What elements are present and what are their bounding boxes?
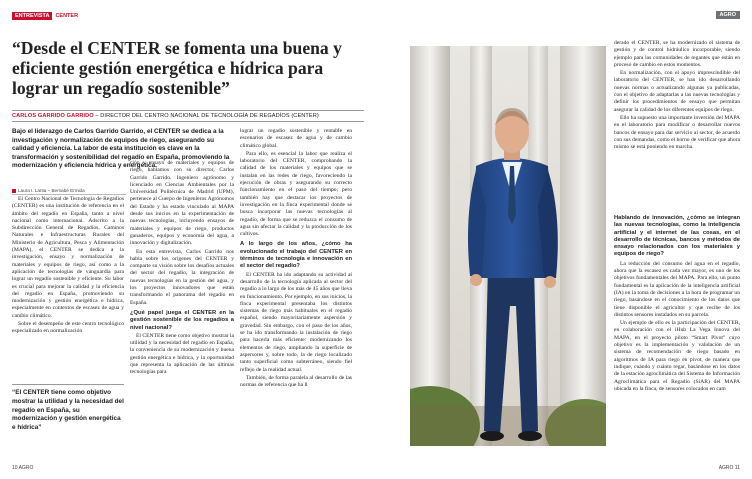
byline-name: CARLOS GARRIDO GARRIDO [12,113,94,119]
headline: “Desde el CENTER se fomenta una buena y eficiente gestión energética e hídrica para lograr un regadío sostenible” [12,38,342,98]
body-paragraph: lograr un regadío sostenible y rentable en escenarios de escasez de agua y de cambio climático global. [240,128,352,149]
right-column-top [614,40,740,207]
body-column-1 [12,196,124,376]
body-column-2 [130,160,234,456]
section-tag [12,11,78,20]
portrait-illustration [410,46,606,446]
pull-quote-text: “El CENTER tiene como objetivo mostrar la utilidad y la necesidad del regadío en España, su modernización y gestión energética e hídrica” [12,389,124,432]
body-paragraph: El CENTER tiene como objetivo mostrar la utilidad y la necesidad del regadío en España, la conveniencia de su modernización y buena gestión energética e hídrica, y la oportunidad que representa la aplicación de las últimas tecnologías para [130,332,234,376]
body-paragraph: La reducción del consumo del agua en el regadío, ahora que la escasez es cada vez mayor, es uno de los objetivos fundamentales del MAPA. Para ello, un punto fundamental es la aplicación de la inteligencia artificial (IA) en la toma de decisiones a la hora de programar un riego, basándose en el conocimiento de los datos que tiene disponible el agricultor y que recibe de los distintos sensores instalados en su parcela. [614,260,740,318]
body-paragraph: Ello ha supuesto una importante inversión del MAPA en el laboratorio para modificar o desarrollar nuevos bancos de ensayo para dar servicio al sector, de acuerdo con sus demandas, como el horno de verificar que ahora mismo se está poniendo en marcha. [614,114,740,151]
body-paragraph: Un ejemplo de ello es la participación del CENTER, en colaboración con el iHub La Vega Innova del MAPA, en el proyecto piloto “Smart Pivot” cuyo objetivo es la implementación y validación de un sistema de recomendación de riego basado en algoritmos de IA para riego en pívot, de manera que indique, cuándo y cuánto regar, basándose en los datos de la estación agroclimática del Sistema de Información Agroclimática para el Regadío (SiAR) del MAPA ubicada en la finca, de sensores colocados en cam [614,320,740,392]
body-paragraph: En normalización, con el apoyo imprescindible del laboratorio del CENTER, se han ido desarrollando nuevas normas o actualizando algunas ya publicadas, con el objetivo de adaptarlas a las nuevas tecnologías y definir los procedimientos de ensayo que permitan asegurar la calidad de los diferentes equipos de riego. [614,70,740,113]
right-column-bottom [614,212,740,460]
folio-left: 10 AGRO [12,465,34,471]
body-paragraph: Sobre el desempeño de este centro tecnológico especializado en normalización [12,321,124,335]
body-paragraph: También, de forma paralela al desarrollo de las normas de referencia que ha ll [240,374,352,389]
folio-right: AGRO 11 [718,465,740,471]
body-paragraph: El Centro Nacional de Tecnología de Regadíos (CENTER) es una institución de referencia en el ámbito del regadío en España, tanto a nivel nacional como internacional. Adscrito a la Subdirección General de Regadíos, Caminos Naturales e Infraestructuras Rurales del Ministerio de Agricultura, Pesca y Alimentación (MAPA), el CENTER se dedica a la investigación, ensayo y normalización de materiales y equipos de riego, así como a la aplicación de tecnologías de vanguardia para lograr un regadío sostenible y eficiente. Su labor es crucial para mejorar la calidad y la eficiencia del regadío en España, promoviendo su modernización y gestión energética e hídrica, especialmente en contextos de escasez de agua y cambio climático. [12,196,124,319]
body-paragraph: derado el CENTER, se ha modernizado el sistema de gestión y de control hidráulico incorporable, siendo ejemplo para las comunidades de regantes que están en proceso de cambio en estos momentos. [614,40,740,68]
body-paragraph: En esta entrevista, Carlos Garrido nos habla sobre los orígenes del CENTER y comparte su visión sobre los desafíos actuales del sector del regadío, la integración de nuevas tecnologías en la gestión del agua, y los proyectos innovadores que están transformando el panorama del regadío en España. [130,248,234,306]
right-page [376,0,752,479]
body-paragraph: Para ello, es esencial la labor que realiza el laboratorio del CENTER, comprobando la calidad de los materiales y equipos que se instalan en las redes de riego, favoreciendo la ejecución de obras y asegurando su correcto funcionamiento en el paso del tiempo; pero también hay que destacar los proyectos de investigación en la finca experimental donde se busca incorporar las nuevas tecnologías al regadío, de forma que se reduzca el consumo de agua sin afectar la calidad y la producción de los cultivos. [240,150,352,238]
byline [12,110,364,122]
interview-question: A lo largo de los años, ¿cómo ha evolucionado el trabajo del CENTER en términos de tecnología e innovación en el sector del regadío? [240,241,352,270]
section-label: ENTREVISTA [12,12,52,20]
right-section-label: AGRO [716,11,741,19]
lead-paragraph: Bajo el liderazgo de Carlos Garrido Garrido, el CENTER se dedica a la investigación y normalización de equipos de riego, asegurando su calidad y eficiencia. La labor de esta institución es clave en la transformación y sostenibilidad del regadío en España, promoviendo la modernización y eficiencia hídrica y energética. [12,128,230,170]
pull-quote [12,384,124,433]
byline-role: – DIRECTOR DEL CENTRO NACIONAL DE TECNOLOGÍA DE REGADÍOS (CENTER) [93,113,319,119]
credits-text: Laura I. Lanta – Bernabé Ermida [18,188,85,193]
credit-square-icon [12,189,16,193]
subsection-label: CENTER [55,12,79,19]
body-column-3 [240,128,352,458]
body-paragraph: El CENTER ha ido adaptando su actividad al desarrollo de la tecnología aplicada al sector del regadío a lo largo de los más de 45 años que lleva en funcionamiento. Por ejemplo, en sus inicios, la finca experimental presentaba los distintos sistemas de riego más habituales en el regadío español, siendo mayoritariamente aspersión y gravedad. Sin embargo, con el paso de los años, se ha ido transformando la instalación de riego para hacerla más eficiente: modernizando los elementos de riego, ampliando la superficie de aspersores y, sobre todo, la de riego localizado tanto superficial como subterráneo, siendo fiel reflejo de la realidad actual. [240,271,352,373]
portrait-photo [410,46,606,446]
body-paragraph: ción y ensayo de materiales y equipos de riego, hablamos con su director, Carlos Garrido Garrido. Ingeniero agrónomo y licenciado en Ciencias Ambientales por la Universidad Politécnica de Madrid (UPM), pertenece al Cuerpo de Ingenieros Agrónomos del Estado y ha estado vinculado al MAPA desde sus inicios en la experimentación de nuevas tecnologías, incluyendo ensayos de materiales y equipos de riego, productos ganaderos, equipos y economía del agua, a innovación y digitalización. [130,160,234,247]
interview-question: ¿Qué papel juega el CENTER en la gestión sostenible de los regadíos a nivel nacional? [130,309,234,331]
credits [12,188,126,195]
interview-question: Hablando de innovación, ¿cómo se integran las nuevas tecnologías, como la inteligencia artificial y el internet de las cosas, en el desarrollo de técnicas, bancos y métodos de ensayo relacionados con los materiales y equipos de riego? [614,215,740,258]
